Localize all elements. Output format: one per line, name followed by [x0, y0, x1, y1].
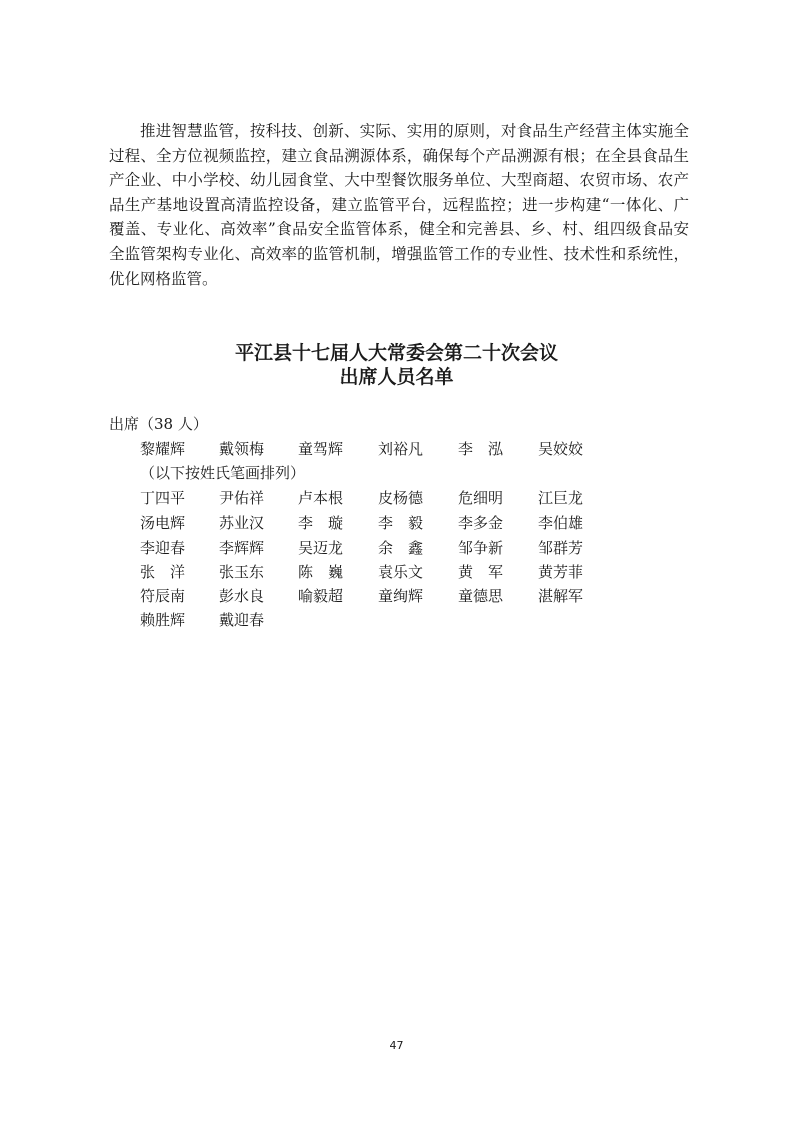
attendee-name: 李 泓 [458, 440, 504, 458]
attendance-label: 出席（38 人） [109, 415, 208, 433]
attendee-name: 赖胜辉 [140, 611, 186, 629]
attendee-name: 黎耀辉 [140, 440, 186, 458]
attendee-name: 湛解军 [538, 587, 584, 605]
attendee-name: 李辉辉 [219, 539, 265, 557]
document-title [0, 341, 793, 389]
attendee-name: 危细明 [458, 489, 504, 507]
attendee-name: 吴姣姣 [538, 440, 584, 458]
attendee-name: 陈 巍 [298, 563, 344, 581]
attendee-name: 尹佑祥 [219, 489, 265, 507]
page-number: 47 [389, 1039, 404, 1052]
title-line-1: 平江县十七届人大常委会第二十次会议 [234, 342, 558, 364]
attendee-name: 邹群芳 [538, 539, 584, 557]
body-paragraph: 推进智慧监管，按科技、创新、实际、实用的原则，对食品生产经营主体实施全过程、全方位视频监控，建立食品溯源体系，确保每个产品溯源有根；在全县食品生产企业、中小学校、幼儿园食堂、大中型餐饮服务单位、大型商超、农贸市场、农产品生产基地设置高清监控设备，建立监管平台，远程监控；进一步构建“一体化、广覆盖、专业化、高效率”食品安全监管体系，健全和完善县、乡、村、组四级食品安全监管架构专业化、高效率的监管机制，增强监管工作的专业性、技术性和系统性，优化网格监管。 [109, 122, 689, 288]
attendee-name: 皮杨德 [378, 489, 424, 507]
ordering-note: （以下按姓氏笔画排列） [140, 464, 306, 482]
attendee-name: 符辰南 [140, 587, 186, 605]
attendee-name: 邹争新 [458, 539, 504, 557]
attendee-name: 戴迎春 [219, 611, 265, 629]
attendee-name: 汤电辉 [140, 514, 186, 532]
attendee-name: 彭水良 [219, 587, 265, 605]
attendee-name: 黄 军 [458, 563, 504, 581]
attendee-name: 黄芳菲 [538, 563, 584, 581]
attendee-name: 童德思 [458, 587, 504, 605]
attendee-name: 袁乐文 [378, 563, 424, 581]
attendee-name: 吴迈龙 [298, 539, 344, 557]
attendee-name: 李 毅 [378, 514, 424, 532]
attendee-name: 刘裕凡 [378, 440, 424, 458]
attendee-name: 卢本根 [298, 489, 344, 507]
attendee-name: 江巨龙 [538, 489, 584, 507]
attendee-name: 戴领梅 [219, 440, 265, 458]
attendee-name: 余 鑫 [378, 539, 424, 557]
attendee-name: 李 璇 [298, 514, 344, 532]
attendee-name: 李迎春 [140, 539, 186, 557]
title-line-2: 出席人员名单 [339, 366, 454, 388]
attendee-name: 丁四平 [140, 489, 186, 507]
attendee-name: 张 洋 [140, 563, 186, 581]
attendee-name: 童驾辉 [298, 440, 344, 458]
attendee-name: 喻毅超 [298, 587, 344, 605]
attendee-name: 苏业汉 [219, 514, 265, 532]
attendee-name: 李多金 [458, 514, 504, 532]
attendee-name: 张玉东 [219, 563, 265, 581]
attendee-name: 童绚辉 [378, 587, 424, 605]
attendee-name: 李伯雄 [538, 514, 584, 532]
